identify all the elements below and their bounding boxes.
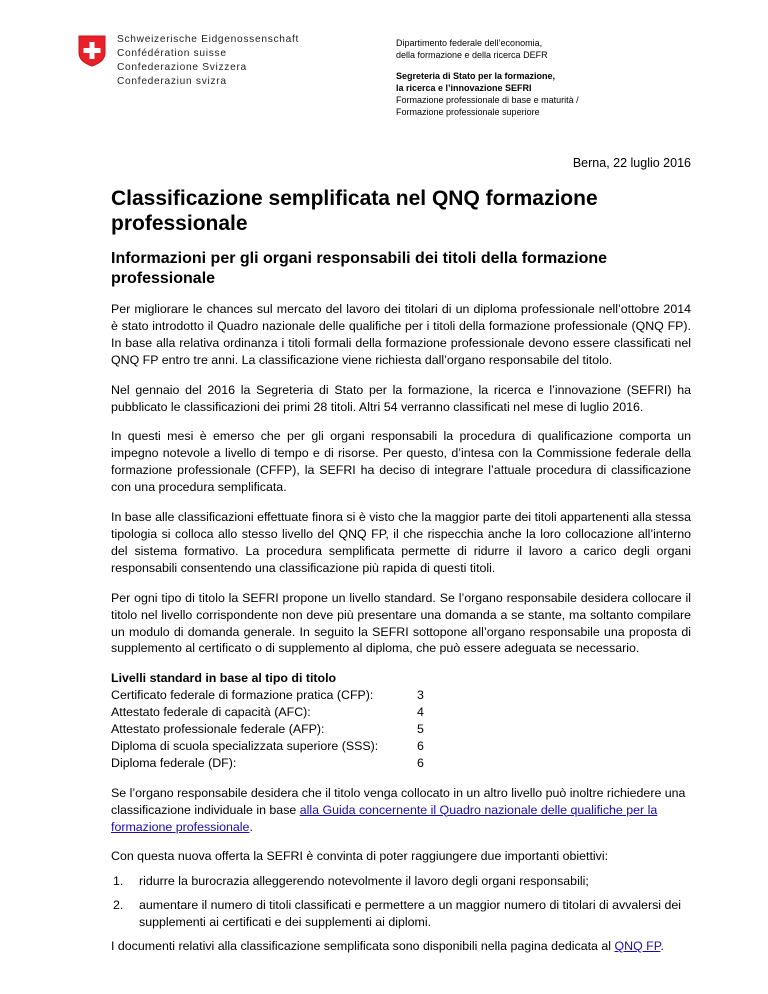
standard-levels-table (111, 670, 691, 771)
level-row (111, 755, 691, 772)
goal-text: aumentare il numero di titoli classificati e permettere a un maggior numero di titolari di avvalersi dei supplementi ai certificati e dei supplementi ai diplomi. (139, 898, 681, 930)
confederation-names (117, 33, 299, 89)
guide-text-end: . (249, 819, 253, 834)
level-row (111, 704, 691, 721)
level-row (111, 687, 691, 704)
document-subtitle: Informazioni per gli organi responsabili dei titoli della formazione professionale (111, 250, 608, 287)
confederation-name-it: Confederazione Svizzera (117, 62, 247, 73)
level-label: Diploma federale (DF): (111, 755, 237, 770)
document-body (111, 301, 691, 968)
level-value: 4 (417, 705, 424, 720)
level-label: Diploma di scuola specializzata superiore (SSS): (111, 738, 379, 753)
level-label: Attestato professionale federale (AFP): (111, 722, 325, 737)
document-title: Classificazione semplificata nel QNQ formazione professionale (111, 187, 598, 235)
body-paragraph: Nel gennaio del 2016 la Segreteria di Stato per la formazione, la ricerca e l’innovazione (SEFRI) ha pubblicato le classificazioni dei primi 28 titoli. Altri 54 verranno classificati nel mese di luglio 2016. (111, 382, 691, 414)
closing-text: I documenti relativi alla classificazione semplificata sono disponibili nella pagina dedicata al (111, 939, 615, 954)
level-row (111, 721, 691, 738)
goals-intro: Con questa nuova offerta la SEFRI è convinta di poter raggiungere due importanti obiettivi: (111, 849, 609, 864)
department-block (396, 37, 696, 118)
closing-paragraph (111, 938, 691, 955)
list-item (111, 897, 691, 931)
confederation-name-rm: Confederaziun svizra (117, 76, 227, 87)
secretariat-line: Segreteria di Stato per la formazione, (396, 71, 556, 81)
level-row (111, 738, 691, 755)
secretariat-line: la ricerca e l’innovazione SEFRI (396, 83, 532, 93)
swiss-coat-of-arms-icon (78, 35, 106, 67)
division-line: Formazione professionale superiore (396, 107, 540, 117)
level-value: 5 (417, 722, 424, 737)
goal-text: ridurre la burocrazia alleggerendo notevolmente il lavoro degli organi responsabili; (139, 874, 589, 889)
body-paragraph: Per ogni tipo di titolo la SEFRI propone un livello standard. Se l’organo responsabile desidera collocare il titolo nel livello corrispondente non deve più presentare una domanda a se stante, ma soltanto compilare un modulo di domanda generale. In seguito la SEFRI sottopone all’organo responsabile una proposta di supplemento al certificato o di supplemento al diploma, che può essere adeguata se necessario. (111, 590, 691, 656)
standard-levels-heading: Livelli standard in base al tipo di titolo (111, 671, 337, 686)
goal-number: 2. (113, 898, 124, 913)
list-item (111, 873, 691, 890)
confederation-name-de: Schweizerische Eidgenossenschaft (117, 34, 300, 45)
department-line: Dipartimento federale dell’economia, (396, 38, 543, 48)
level-label: Attestato federale di capacità (AFC): (111, 705, 311, 720)
body-paragraph: In base alle classificazioni effettuate finora si è visto che la maggior parte dei titoli appartenenti alla stessa tipologia si colloca allo stesso livello del QNQ FP, il che rispecchia anche la loro collocazione all’interno del sistema formativo. La procedura semplificata permette di ridurre il lavoro a carico degli organi responsabili consentendo una classificazione più rapida di questi titoli. (111, 510, 691, 575)
guide-paragraph (111, 785, 691, 836)
level-label: Certificato federale di formazione pratica (CFP): (111, 688, 374, 703)
level-value: 6 (417, 755, 424, 770)
department-line: della formazione e della ricerca DEFR (396, 50, 548, 60)
level-value: 6 (417, 738, 424, 753)
qnq-fp-link[interactable]: QNQ FP (614, 939, 661, 954)
guide-link[interactable]: alla Guida concernente il Quadro nazionale delle qualifiche per la formazione professionale (111, 802, 658, 834)
goal-number: 1. (113, 874, 124, 889)
level-value: 3 (417, 688, 424, 703)
body-paragraph: Per migliorare le chances sul mercato del lavoro dei titolari di un diploma professionale nell’ottobre 2014 è stato introdotto il Quadro nazionale delle qualifiche per i titoli della formazione professionale (QNQ FP). In base alla relativa ordinanza i titoli formali della formazione professionale devono essere classificati nel QNQ FP entro tre anni. La classificazione viene richiesta dall’organo responsabile del titolo. (111, 302, 691, 367)
document-date: Berna, 22 luglio 2016 (572, 156, 691, 170)
goals-list (111, 873, 691, 931)
confederation-name-fr: Confédération suisse (117, 48, 227, 59)
closing-text-end: . (660, 939, 664, 954)
division-line: Formazione professionale di base e maturità / (396, 95, 579, 105)
guide-text: Se l’organo responsabile desidera che il titolo venga collocato in un altro livello può inoltre richiedere una classificazione individuale in base (111, 785, 686, 817)
body-paragraph: In questi mesi è emerso che per gli organi responsabili la procedura di qualificazione comporta un impegno notevole a livello di tempo e di risorse. Per questo, d’intesa con la Commissione federale della formazione professionale (CFFP), la SEFRI ha deciso di integrare l’attuale procedura di classificazione con una procedura semplificata. (111, 429, 691, 495)
